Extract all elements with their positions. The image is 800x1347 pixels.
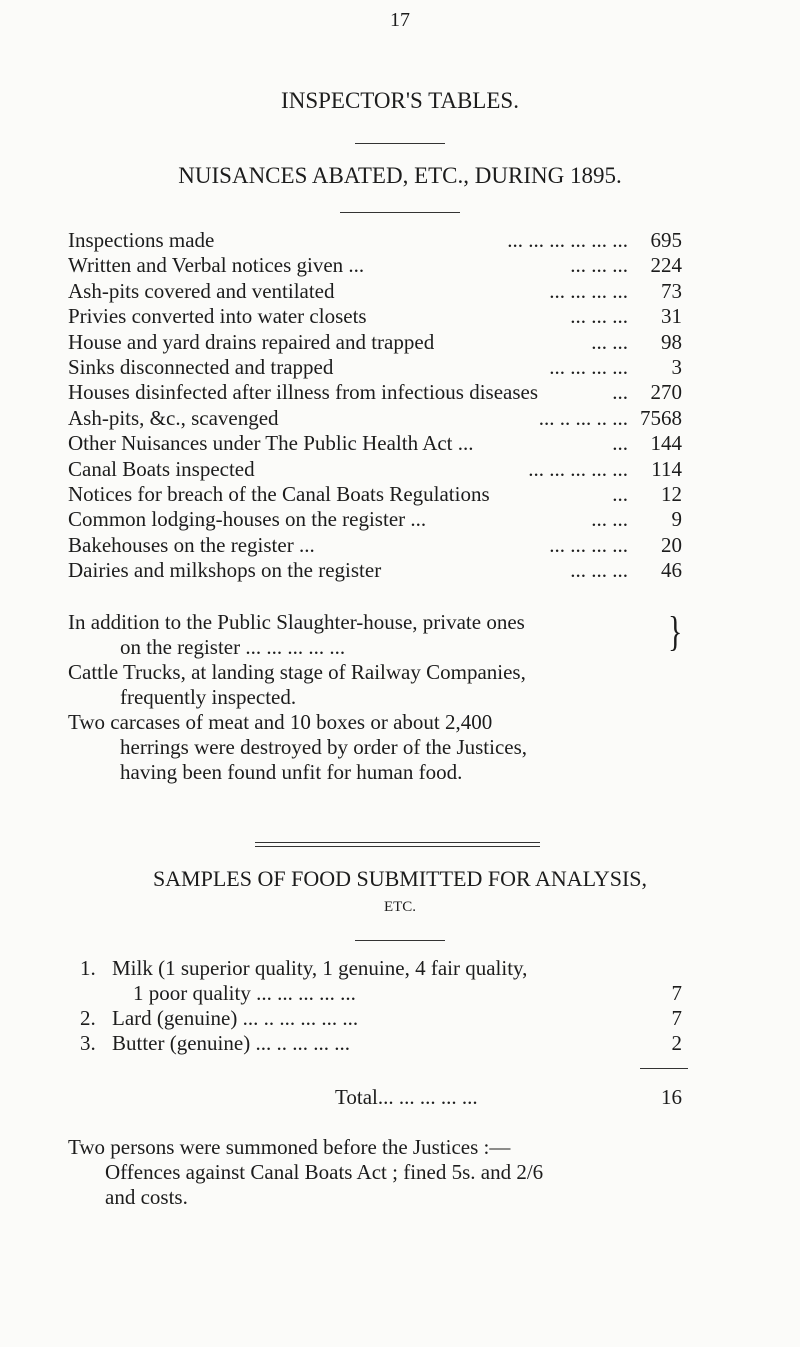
row-leader: ... .. ... .. ...: [538, 405, 628, 430]
row-value: 114: [651, 456, 682, 481]
cattle-line-1: Cattle Trucks, at landing stage of Railway Companies,: [68, 660, 526, 684]
row-label: Privies converted into water closets: [68, 304, 367, 329]
persons-line-1: Two persons were summoned before the Justices :—: [68, 1135, 511, 1159]
row-value: 224: [650, 253, 682, 278]
carcases-line-2: herrings were destroyed by order of the Justices,: [120, 735, 528, 759]
lard-value: 7: [671, 1006, 682, 1030]
total-label: Total... ... ... ... ...: [335, 1085, 478, 1109]
total-rule: [640, 1068, 688, 1069]
row-leader: ...: [612, 431, 628, 456]
row-leader: ... ... ... ... ... ...: [507, 228, 628, 252]
row-label: Common lodging-houses on the register ...: [68, 507, 427, 532]
milk-value: 7: [671, 981, 682, 1005]
table-row: [68, 253, 682, 278]
cattle-line-2: frequently inspected.: [120, 685, 297, 709]
row-value: 9: [671, 507, 682, 532]
row-leader: ... ... ...: [570, 253, 628, 278]
row-value: 144: [650, 431, 682, 456]
row-leader: ...: [612, 482, 628, 506]
butter-line: Butter (genuine) ... .. ... ... ...: [112, 1031, 350, 1055]
item-number: 2.: [80, 1006, 96, 1030]
brace-icon: }: [668, 609, 683, 656]
row-leader: ... ... ... ...: [549, 355, 628, 379]
row-label: Written and Verbal notices given ...: [68, 253, 365, 278]
page-number: 17: [390, 9, 410, 31]
row-label: Sinks disconnected and trapped: [68, 355, 334, 379]
row-label: Ash-pits covered and ventilated: [68, 278, 335, 303]
row-value: 98: [661, 329, 682, 354]
row-value: 73: [661, 278, 682, 303]
row-label: Notices for breach of the Canal Boats Regulations: [68, 482, 490, 506]
row-value: 12: [661, 482, 682, 506]
divider: [255, 846, 540, 847]
row-label: Dairies and milkshops on the register: [68, 558, 382, 583]
divider: [255, 842, 540, 843]
divider: [355, 940, 445, 941]
row-label: Houses disinfected after illness from infectious diseases: [68, 380, 539, 405]
table-row: [68, 355, 682, 380]
persons-line-3: and costs.: [105, 1185, 188, 1209]
row-value: 695: [650, 228, 682, 252]
table-row: [68, 482, 682, 507]
table-row: [68, 304, 682, 329]
carcases-line-3: having been found unfit for human food.: [120, 760, 463, 784]
row-value: 20: [661, 532, 682, 557]
row-leader: ... ... ... ... ...: [528, 456, 628, 481]
total-value: 16: [661, 1085, 682, 1109]
milk-line-1: Milk (1 superior quality, 1 genuine, 4 fair quality,: [112, 956, 528, 980]
lard-line: Lard (genuine) ... .. ... ... ... ...: [112, 1006, 359, 1030]
divider: [355, 143, 445, 144]
table-row: [68, 380, 682, 405]
slaughter-line-2: on the register ... ... ... ... ...: [120, 635, 346, 659]
row-label: House and yard drains repaired and trapped: [68, 329, 435, 354]
slaughter-line-1: In addition to the Public Slaughter-house, private ones: [68, 610, 525, 634]
row-label: Ash-pits, &c., scavenged: [68, 405, 279, 430]
table-row: [68, 507, 682, 532]
row-label: Bakehouses on the register ...: [68, 532, 315, 557]
row-value: 46: [661, 558, 682, 583]
table-row: [68, 558, 682, 583]
section-subheading: ETC.: [383, 899, 417, 915]
table-row: [68, 431, 682, 456]
row-value: 7568: [640, 405, 682, 430]
row-leader: ...: [612, 380, 628, 405]
page-title: INSPECTOR'S TABLES.: [281, 88, 519, 113]
row-leader: ... ... ... ...: [549, 532, 628, 557]
row-value: 270: [650, 380, 682, 405]
butter-value: 2: [671, 1031, 682, 1055]
row-leader: ... ...: [591, 329, 628, 354]
carcases-line-1: Two carcases of meat and 10 boxes or about 2,400: [68, 710, 493, 734]
table-row: [68, 457, 682, 482]
table-row: [68, 406, 682, 431]
row-leader: ... ... ... ...: [549, 278, 628, 303]
section-heading-nuisances: NUISANCES ABATED, ETC., DURING 1895.: [178, 163, 622, 188]
table-row: [68, 228, 682, 253]
row-leader: ... ... ...: [570, 558, 628, 583]
row-label: Other Nuisances under The Public Health Act ...: [68, 431, 474, 456]
row-label: Canal Boats inspected: [68, 456, 255, 481]
section-heading-samples: SAMPLES OF FOOD SUBMITTED FOR ANALYSIS,: [152, 866, 648, 891]
row-value: 31: [661, 304, 682, 329]
persons-line-2: Offences against Canal Boats Act ; fined 5s. and 2/6: [105, 1160, 544, 1184]
row-value: 3: [671, 355, 682, 379]
row-leader: ... ...: [591, 507, 628, 532]
divider: [340, 212, 460, 213]
table-row: [68, 330, 682, 355]
item-number: 1.: [80, 956, 96, 980]
row-label: Inspections made: [68, 228, 215, 252]
item-number: 3.: [80, 1031, 96, 1055]
milk-line-2: 1 poor quality ... ... ... ... ...: [133, 981, 356, 1005]
row-leader: ... ... ...: [570, 304, 628, 329]
table-row: [68, 279, 682, 304]
table-row: [68, 533, 682, 558]
